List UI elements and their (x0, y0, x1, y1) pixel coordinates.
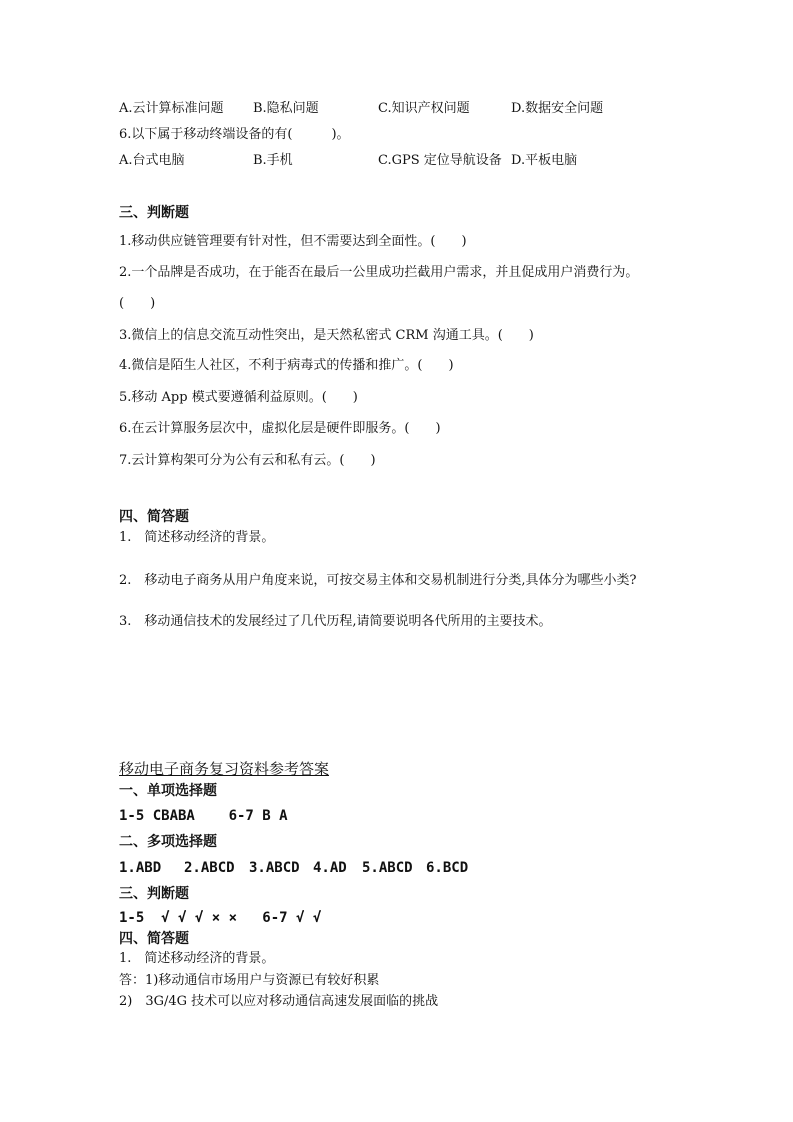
single-answers: 1-5 CBABA 6-7 B A (119, 808, 288, 824)
q6-option-d: D.平板电脑 (511, 153, 578, 168)
judge-heading: 三、判断题 (119, 205, 189, 221)
judge-item: 6.在云计算服务层次中，虚拟化层是硬件即服务。( ) (119, 421, 441, 436)
q6-stem: 6.以下属于移动终端设备的有( )。 (119, 127, 350, 142)
judge-item: 3.微信上的信息交流互动性突出，是天然私密式 CRM 沟通工具。( ) (119, 328, 534, 343)
multi-heading: 二、多项选择题 (119, 834, 217, 850)
q5-option-b: B.隐私问题 (253, 101, 319, 116)
multi-answer: 4.AD (313, 860, 347, 876)
short-item: 2. 移动电子商务从用户角度来说，可按交易主体和交易机制进行分类,具体分为哪些小类? (119, 573, 637, 588)
short-item: 3. 移动通信技术的发展经过了几代历程,请简要说明各代所用的主要技术。 (119, 614, 552, 629)
short-heading: 四、简答题 (119, 509, 189, 525)
q5-option-c: C.知识产权问题 (378, 101, 470, 116)
multi-answer: 3.ABCD (249, 860, 300, 876)
multi-answer: 5.ABCD (362, 860, 413, 876)
judge-item: 2.一个品牌是否成功，在于能否在最后一公里成功拦截用户需求，并且促成用户消费行为。 (119, 265, 639, 280)
judge-answers-heading: 三、判断题 (119, 886, 189, 902)
judge-item: 4.微信是陌生人社区，不利于病毒式的传播和推广。( ) (119, 358, 454, 373)
q6-option-a: A.台式电脑 (119, 153, 185, 168)
multi-answer: 1.ABD (119, 860, 162, 876)
short-item: 1. 简述移动经济的背景。 (119, 530, 275, 545)
q6-option-c: C.GPS 定位导航设备 (378, 153, 502, 168)
judge-item: 5.移动 App 模式要遵循利益原则。( ) (119, 390, 358, 405)
judge-answers: 1-5 √ √ √ × × 6-7 √ √ (119, 910, 322, 926)
answers-title: 移动电子商务复习资料参考答案 (119, 760, 330, 778)
judge-item: ( ) (119, 296, 156, 311)
single-heading: 一、单项选择题 (119, 783, 217, 799)
q5-option-d: D.数据安全问题 (511, 101, 604, 116)
short-answer-line: 1. 简述移动经济的背景。 (119, 951, 275, 966)
multi-answer: 6.BCD (426, 860, 469, 876)
short-answers-heading: 四、简答题 (119, 931, 189, 947)
judge-item: 1.移动供应链管理要有针对性，但不需要达到全面性。( ) (119, 234, 467, 249)
q5-option-a: A.云计算标准问题 (119, 101, 224, 116)
multi-answer: 2.ABCD (184, 860, 235, 876)
judge-item: 7.云计算构架可分为公有云和私有云。( ) (119, 453, 376, 468)
q6-option-b: B.手机 (253, 153, 293, 168)
short-answer-line: 2) 3G/4G 技术可以应对移动通信高速发展面临的挑战 (119, 994, 439, 1009)
short-answer-line: 答：1)移动通信市场用户与资源已有较好积累 (119, 973, 380, 988)
